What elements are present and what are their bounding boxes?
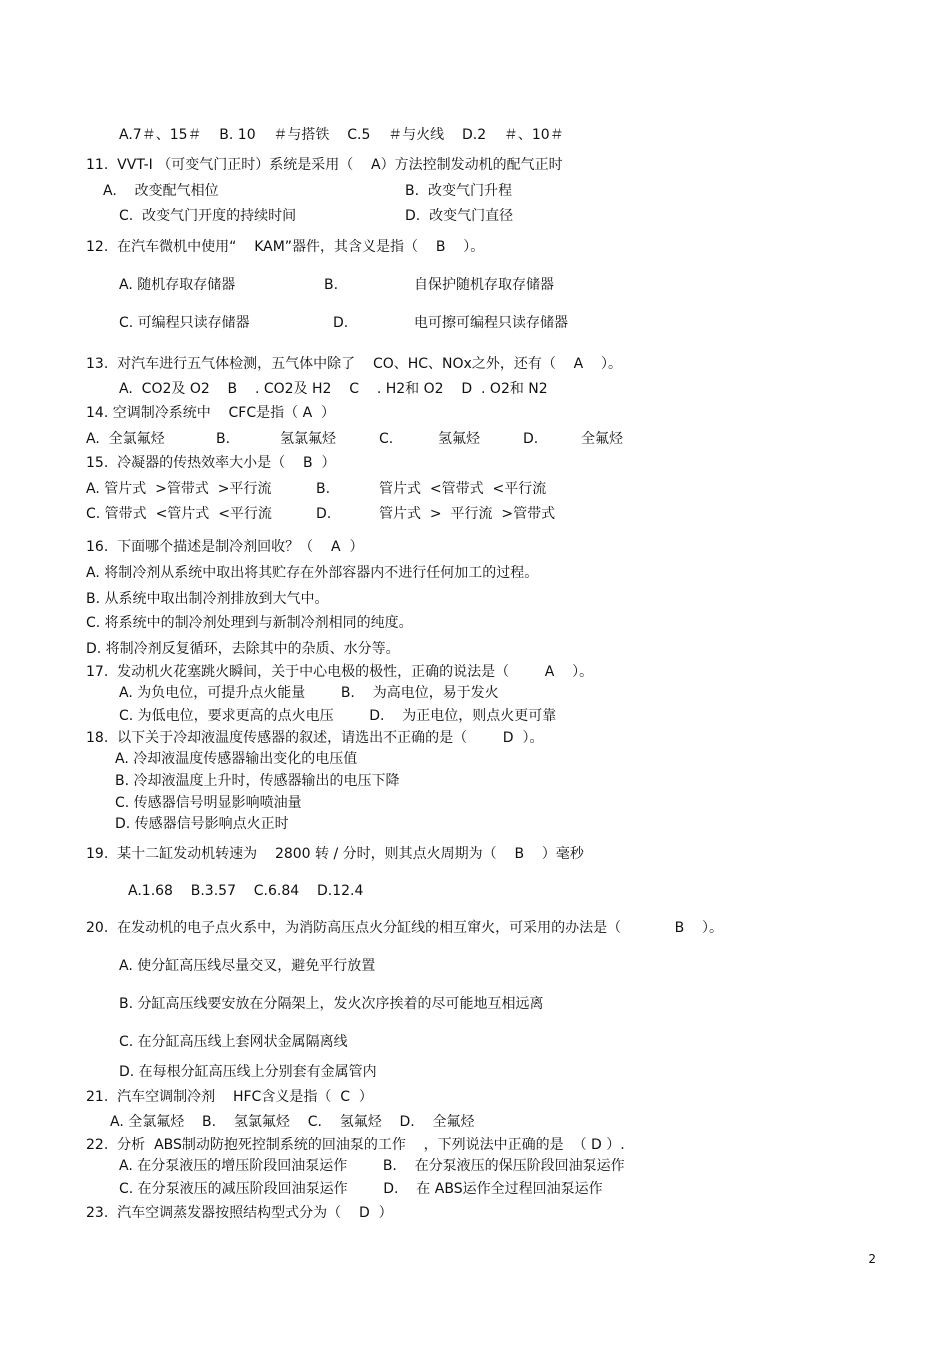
q14-stem: 14. 空调制冷系统中 CFC是指（ A ） [86, 405, 336, 421]
q16-option-c: C. 将系统中的制冷剂处理到与新制冷剂相同的纯度。 [86, 615, 413, 631]
q16-option-a: A. 将制冷剂从系统中取出将其贮存在外部容器内不进行任何加工的过程。 [86, 565, 539, 581]
q20-option-b: B. 分缸高压线要安放在分隔架上，发火次序挨着的尽可能地互相远离 [119, 996, 544, 1012]
q20-stem: 20. 在发动机的电子点火系中，为消防高压点火分缸线的相互窜火，可采用的办法是（ B ）。 [86, 920, 723, 936]
q11-stem: 11. VVT-I （可变气门正时）系统是采用（ A）方法控制发动机的配气正时 [86, 157, 563, 173]
q10-options: A.7＃、15＃ B. 10 ＃与搭铁 C.5 ＃与火线 D.2 ＃、10＃ [119, 127, 564, 143]
q12-option-c: C. 可编程只读存储器 [119, 315, 250, 331]
q15-stem: 15. 冷凝器的传热效率大小是（ B ） [86, 455, 336, 471]
q19-stem: 19. 某十二缸发动机转速为 2800 转 / 分时，则其点火周期为（ B ）毫秒 [86, 846, 584, 862]
q11-option-b: B. 改变气门升程 [405, 183, 512, 199]
q20-option-d: D. 在每根分缸高压线上分别套有金属管内 [119, 1064, 377, 1080]
q12-option-b: 自保护随机存取存储器 [414, 277, 554, 293]
q12-stem: 12. 在汽车微机中使用“ KAM”器件，其含义是指（ B ）。 [86, 239, 485, 255]
q19-options: A.1.68 B.3.57 C.6.84 D.12.4 [128, 883, 364, 899]
q15-option-a: A. 管片式 >管带式 >平行流 [86, 481, 272, 497]
q11-option-c: C. 改变气门开度的持续时间 [119, 208, 297, 224]
q22-stem: 22. 分析 ABS制动防抱死控制系统的回油泵的工作 ，下列说法中正确的是 （ D ）. [86, 1137, 625, 1153]
q14-option-c: 氢氟烃 [438, 431, 480, 447]
q17-options-ab: A. 为负电位，可提升点火能量 B. 为高电位，易于发火 [119, 685, 499, 701]
q14-option-c-letter: C. [379, 431, 394, 447]
q15-option-d: 管片式 > 平行流 >管带式 [379, 506, 556, 522]
q18-option-d: D. 传感器信号影响点火正时 [115, 816, 289, 832]
q17-stem: 17. 发动机火花塞跳火瞬间，关于中心电极的极性，正确的说法是（ A ）。 [86, 664, 594, 680]
q13-options: A. CO2及 O2 B . CO2及 H2 C . H2和 O2 D . O2和 N2 [119, 381, 548, 397]
q18-stem: 18. 以下关于冷却液温度传感器的叙述，请选出不正确的是（ D ）。 [86, 730, 544, 746]
q11-option-a: A. 改变配气相位 [103, 183, 219, 199]
q16-option-b: B. 从系统中取出制冷剂排放到大气中。 [86, 591, 329, 607]
q18-option-a: A. 冷却液温度传感器输出变化的电压值 [115, 751, 358, 767]
q15-option-b-letter: B. [316, 481, 331, 497]
q23-stem: 23. 汽车空调蒸发器按照结构型式分为（ D ） [86, 1205, 393, 1221]
q15-option-d-letter: D. [316, 506, 332, 522]
q20-option-a: A. 使分缸高压线尽量交叉，避免平行放置 [119, 958, 376, 974]
q14-option-d-letter: D. [523, 431, 539, 447]
q14-option-d: 全氟烃 [581, 431, 623, 447]
q15-option-c: C. 管带式 <管片式 <平行流 [86, 506, 272, 522]
q12-option-b-letter: B. [324, 277, 339, 293]
q20-option-c: C. 在分缸高压线上套网状金属隔离线 [119, 1034, 348, 1050]
q11-option-d: D. 改变气门直径 [405, 208, 514, 224]
q12-option-d: 电可擦可编程只读存储器 [414, 315, 568, 331]
q12-option-d-letter: D. [333, 315, 349, 331]
q14-option-b-letter: B. [216, 431, 231, 447]
q17-options-cd: C. 为低电位，要求更高的点火电压 D. 为正电位，则点火更可靠 [119, 708, 557, 724]
q15-option-b: 管片式 <管带式 <平行流 [379, 481, 547, 497]
page-number: 2 [868, 1252, 876, 1266]
q12-option-a: A. 随机存取存储器 [119, 277, 236, 293]
q16-option-d: D. 将制冷剂反复循环，去除其中的杂质、水分等。 [86, 641, 400, 657]
q21-stem: 21. 汽车空调制冷剂 HFC含义是指（ C ） [86, 1089, 373, 1105]
q22-options-cd: C. 在分泵液压的减压阶段回油泵运作 D. 在 ABS运作全过程回油泵运作 [119, 1181, 603, 1197]
q16-stem: 16. 下面哪个描述是制冷剂回收？（ A ） [86, 539, 364, 555]
q18-option-c: C. 传感器信号明显影响喷油量 [115, 795, 302, 811]
q21-options: A. 全氯氟烃 B. 氢氯氟烃 C. 氢氟烃 D. 全氟烃 [110, 1114, 475, 1130]
q14-option-a: A. 全氯氟烃 [86, 431, 165, 447]
q14-option-b: 氢氯氟烃 [280, 431, 336, 447]
q22-options-ab: A. 在分泵液压的增压阶段回油泵运作 B. 在分泵液压的保压阶段回油泵运作 [119, 1158, 625, 1174]
q18-option-b: B. 冷却液温度上升时，传感器输出的电压下降 [115, 773, 400, 789]
q13-stem: 13. 对汽车进行五气体检测，五气体中除了 CO、HC、NOx之外，还有（ A ）。 [86, 356, 623, 372]
